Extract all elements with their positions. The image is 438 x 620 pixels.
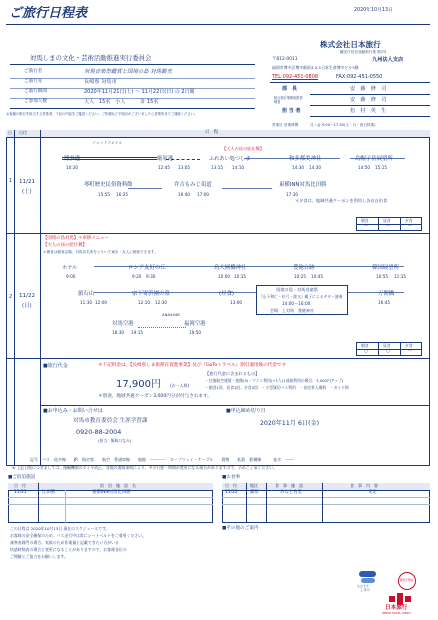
field-label-name: ご旅行名 — [24, 69, 43, 74]
event-name: 対馬しまの文化・芸術活動推進実行委員会 — [30, 54, 152, 62]
brand-sub: NIPPON TRAVEL AGENCY — [382, 612, 412, 615]
deadline-value: 2020年11月 6日(金) — [260, 420, 320, 427]
footer-note: 快諾時刻表の場合と変更になることがありますので、お客様各位の — [10, 547, 127, 552]
day1-time: 17:30 — [286, 192, 299, 197]
day2-place: 鳥大圃橋神社 — [214, 265, 247, 271]
lunch-col — [266, 483, 267, 523]
day1-time: 13:15 — [211, 165, 224, 170]
day2-place: ロシア友好の丘 — [128, 265, 166, 271]
day2-time: 9:00 — [66, 274, 76, 279]
day2-tag: 【大人の昼の給仕舞】 — [43, 243, 87, 248]
col-rule — [14, 130, 15, 466]
hotel-col — [38, 483, 39, 523]
day1-place: 博多港 — [64, 156, 81, 162]
hotel-header: 宿 泊 施 設 名 — [100, 483, 136, 488]
meal-label: 朝食 — [361, 343, 369, 348]
apply-label: ■お申込み・お問い合せは — [43, 408, 103, 414]
route-bus — [128, 188, 162, 189]
event-underline — [10, 64, 255, 65]
lunch-rule — [222, 504, 430, 505]
col-date: 日付 — [19, 130, 27, 135]
day2-time: 11:30 — [80, 300, 93, 305]
hours-label: 営業日 営業時間 — [272, 123, 299, 127]
legend-note: ※ 上記日程につきましては、運輸機関のダイヤ改正、各地の道路事情により、多少行程・時間が変更になる場合がありますので、予めご了承ください。 — [12, 465, 277, 470]
day2-place: 万関橋 — [378, 291, 395, 297]
meal-label: 夕食 — [405, 218, 413, 223]
meal-label: 夕食 — [405, 343, 413, 348]
seal-text: 観光庁登録 — [400, 579, 413, 582]
field-label-period: ご旅行期間 — [24, 89, 47, 94]
col-itinerary: 日 程 — [205, 130, 219, 135]
issue-date: 2020年10月13日 — [354, 8, 393, 13]
day-separator — [6, 233, 430, 234]
day2-time: 9:20 — [132, 274, 142, 279]
field-rule — [10, 78, 255, 79]
day1-time: 15:15 — [375, 165, 388, 170]
lunch-col — [246, 483, 247, 523]
concert-line: 会場：上対馬 豊陵神社 — [270, 308, 314, 313]
jetfoil-label: ジェットフォイル — [92, 140, 122, 145]
price-amount-note: (お一人様) — [170, 383, 190, 388]
lunch-header: 食 事 施 設 — [275, 483, 303, 488]
concert-line: 14:00～16:00 — [282, 301, 311, 306]
day1-place: 東横INN対馬比田勝 — [279, 182, 327, 188]
nta-brand-logo — [370, 585, 430, 615]
apply-tel: 0920-88-2004 — [76, 428, 122, 436]
route-bus — [222, 188, 272, 189]
lunch-header: 地区 — [250, 483, 258, 488]
day1-time: 10:30 — [66, 165, 79, 170]
price-amount: 17,900円 — [116, 379, 161, 390]
logo-wave-icon — [359, 571, 376, 577]
meal-label: 朝食 — [361, 218, 369, 223]
day1-note: ＊夕食は、地域共通クーポンを利用し各自自由食 — [295, 198, 388, 203]
day1-place: ふれあい処つしま — [209, 156, 251, 162]
lunch-header: 食 事 内 容 — [350, 483, 378, 488]
day1-date: 11/21 — [19, 179, 36, 185]
price-note: ＊下記料金は、【長崎県しま旅滞在促進事業】及び『GoToトラベル』割引適用後の代金です — [98, 363, 287, 368]
day2-time: 9:30 — [146, 274, 156, 279]
staff-list — [270, 84, 430, 120]
field-value-name: 対馬音楽祭鑑賞と国境の島 対馬観光 — [84, 69, 172, 75]
logo-text: ながさき — [357, 584, 370, 588]
included-line: ・朝食1回、昼食1回、夕食0回 ・小型貸切バス利用 ・首里茶入場料 ・ガイド料 — [205, 385, 349, 390]
included-line: ・往復航空運賃・旅館(5)・ツイン利用(+1人(1部屋利用の場合、3,000円アップ) — [205, 378, 344, 383]
day2-time: 10:45 — [311, 274, 324, 279]
meal-value: ○ — [386, 349, 390, 354]
apply-org: 対馬市教育委員会 生涯学習課 — [73, 418, 148, 424]
field-value-count: 大人 15名 小人 計 15名 — [84, 99, 159, 105]
meal-value: ー — [408, 349, 413, 354]
footer-note: ご理解とご協力をお願いします。 — [10, 554, 69, 559]
day2-time: 18:30 — [112, 330, 125, 335]
field-rule — [10, 108, 255, 109]
company-license: 観光庁長官登録旅行業 第2号 — [340, 50, 387, 54]
day1-time: 14:30 — [309, 165, 322, 170]
day2-dow: (日) — [22, 303, 32, 309]
day1-place: 烏帽子岳展望所 — [355, 156, 393, 162]
lunch-content: 未定 — [368, 490, 377, 495]
concert-line: 『山下和仁・紅弓・波父』親子によるギター演奏 — [259, 294, 343, 299]
field-value-period: 2020年11月21日(土) ～ 11月22日(日) の 2日間 — [84, 89, 195, 95]
day2-place: ホテル — [62, 265, 78, 271]
day2-place: 宗下寄浜園の墓 — [132, 291, 170, 297]
staff-rule — [310, 105, 430, 106]
field-label-count: ご参加人数 — [24, 99, 47, 104]
hotel-area: 比田勝 — [42, 490, 56, 495]
footer-note: 凍寒表岡門の場合、気候のため作業量と記載できたい方がいる — [10, 540, 119, 545]
day2-time: 12:30 — [155, 300, 168, 305]
day1-time: 15:55 — [98, 192, 111, 197]
company-rule — [270, 82, 430, 83]
staff-name: 松 村 英 生 — [350, 108, 387, 114]
day1-time: 14:50 — [358, 165, 371, 170]
field-value-dest: 長崎県 対馬市 — [84, 79, 117, 85]
legend-symbols: 記号 バス 徒歩線 JR 指定席 航空 普通車線 船舶 ～～～～ ロープウェイ・ケーブル 貨物 私鉄 鉄鋼線 徒歩 ------ — [30, 457, 294, 462]
day1-place: 琴町歴史民俗資料館 — [84, 182, 133, 188]
day2-time: 10:00 — [218, 274, 231, 279]
staff-role: 総合旅行業務取扱管理者 — [274, 96, 303, 104]
company-address: 福岡市博多区博多駅前3-2-1日本生命博多ビル3階 — [272, 65, 359, 70]
col-day: 日 — [8, 130, 12, 135]
day1-time: 14:10 — [232, 165, 245, 170]
page-title: ご旅行日程表 — [9, 6, 88, 21]
apply-contact: (担当：飯崎ひなみ) — [98, 438, 132, 443]
staff-name: 安 藤 修 司 — [350, 97, 387, 103]
company-name: 株式会社日本旅行 — [320, 40, 381, 49]
day1-dow: (土) — [22, 189, 32, 195]
day1-place: 和多都美神社 — [289, 156, 322, 162]
meal-value: ー — [386, 224, 391, 229]
day2-time: 10:15 — [234, 274, 247, 279]
meal-value: ー — [408, 224, 413, 229]
staff-name: 安 藤 修 司 — [350, 86, 387, 92]
day2-place: 豊砲台跡 — [293, 265, 315, 271]
table-header-rule — [6, 137, 430, 138]
day2-date: 11/22 — [19, 293, 36, 299]
header-note: お客様の旅行を担当する営業者、下記の内容をご確認ください。ご依頼など不明点がございましたら営業所までご連絡ください。 — [6, 112, 198, 116]
company-tel: TEL:092-451-0808 — [272, 74, 319, 80]
staff-role: 担 当 者 — [282, 108, 301, 114]
day1-num: 1 — [9, 178, 13, 184]
company-fax: FAX:092-451-0550 — [336, 74, 383, 80]
lunch-date: 11/22 — [225, 490, 238, 495]
hours-value: 月～金 9:00～17:30(土・日・祝日休業) — [310, 123, 376, 127]
day2-tag: 【国境の島対馬】＊車移メニュー — [43, 236, 109, 241]
day1-time: 17:00 — [197, 192, 210, 197]
lunch-area: 厳原 — [250, 490, 259, 495]
day2-time: 10:25 — [294, 274, 307, 279]
field-label-dest: ご旅行先 — [24, 79, 43, 84]
hotel-name: 東横INN対馬比田勝 — [92, 490, 131, 495]
deadline-label: ■申込締め切り日 — [226, 408, 266, 414]
brand-name: 日本旅行 — [385, 605, 408, 611]
day-separator — [6, 358, 430, 359]
day2-tag-note: ＊朝食は朝食会場、対馬各名所をとりいて東京・友人に朝食できます。 — [43, 250, 158, 254]
day2-place: 旅石山 — [78, 291, 95, 297]
hotel-date: 11/21 — [14, 490, 27, 495]
meal-value: ー — [364, 224, 369, 229]
day2-time: 11:15 — [394, 274, 407, 279]
footer-note: お客様の安全確保のため、バス走行中は常にシートベルトをご着用ください。 — [10, 533, 147, 538]
lunch-header: 日 付 — [225, 483, 237, 488]
logo-text: しまの — [360, 588, 371, 592]
flight-label: ANA4948 — [162, 312, 180, 317]
day1-time: 14:30 — [292, 165, 305, 170]
day1-time: 16:40 — [178, 192, 191, 197]
day2-time: 13:00 — [230, 300, 243, 305]
hotel-title: ■ご宿泊施設 — [8, 475, 36, 480]
company-zip: 〒812-0011 — [272, 57, 298, 62]
lunch-rule — [222, 497, 430, 498]
day2-place: (昼食) — [219, 291, 234, 297]
staff-rule — [310, 116, 430, 117]
footer-note: この日程は 2020年10月13日 現在のスケジュールです。 — [10, 526, 110, 531]
route-air — [138, 327, 186, 328]
hotel-col — [65, 490, 66, 523]
day2-place: 対馬空港 — [112, 321, 134, 327]
included-title: 【旅行代金に含まれるもの】 — [205, 371, 260, 376]
hotel-header: 日 付 — [14, 483, 26, 488]
day2-time: 16:45 — [378, 300, 391, 305]
day1-place: 弁吉もみじ街道 — [174, 182, 212, 188]
day2-num: 2 — [9, 294, 13, 300]
coupon-note: ＊別途、地域共通クーポン3,000円分が付与されます。 — [98, 394, 212, 399]
col-rule — [40, 130, 41, 466]
meal-label: 昼食 — [383, 218, 391, 223]
day1-place: 厳原港 — [157, 156, 174, 162]
staff-role: 部 長 — [282, 86, 298, 92]
lunch-venue: みなと食堂 — [280, 490, 302, 495]
day2-time: 19:15 — [131, 330, 144, 335]
other-title: ■その他のご案内 — [222, 526, 259, 531]
day2-place: 韓国展望所 — [372, 265, 399, 271]
day1-time: 16:25 — [116, 192, 129, 197]
lunch-title: ■お食事 — [222, 475, 241, 480]
day2-time: 12:00 — [95, 300, 108, 305]
itinerary-table — [6, 130, 430, 466]
logo-wave-icon — [361, 578, 375, 583]
title-rule — [6, 24, 430, 25]
lunch-col — [322, 483, 323, 523]
nta-mark-icon — [389, 593, 411, 605]
price-label: ■旅行代金 — [43, 363, 68, 369]
day2-time: 19:50 — [189, 330, 202, 335]
company-branch: 九州法人支店 — [372, 57, 404, 63]
staff-rule — [310, 94, 430, 95]
meal-label: 昼食 — [383, 343, 391, 348]
day2-time: 10:55 — [376, 274, 389, 279]
day2-time: 12:10 — [138, 300, 151, 305]
lunch-tag: 【大人の昼の給仕舞】 — [222, 146, 264, 151]
concert-line: 国境の島・対馬音楽祭 — [276, 287, 318, 292]
meal-value: ○ — [364, 349, 368, 354]
apply-rule — [40, 405, 430, 406]
day1-time: 13:05 — [178, 165, 191, 170]
day1-time: 12:45 — [158, 165, 171, 170]
day2-place: 福岡空港 — [184, 321, 206, 327]
